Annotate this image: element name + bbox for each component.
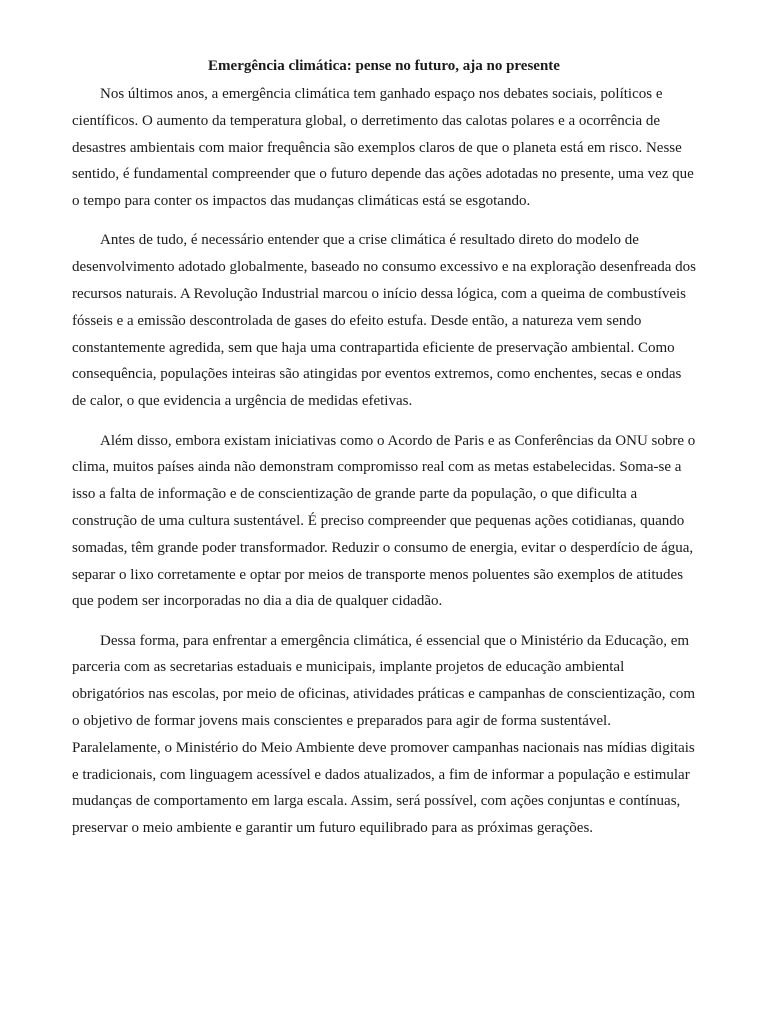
paragraph-1: Nos últimos anos, a emergência climática tem ganhado espaço nos debates sociais, políticos e científicos. O aumento da temperatura global, o derretimento das calotas polares e a ocorrência de desastres ambientais com maior frequência são exemplos claros de que o planeta está em risco. Nesse sentido, é fundamental compreender que o futuro depende das ações adotadas no presente, uma vez que o tempo para conter os impactos das mudanças climáticas está se esgotando. [72, 86, 694, 210]
paragraph-4: Dessa forma, para enfrentar a emergência climática, é essencial que o Ministério da Educação, em parceria com as secretarias estaduais e municipais, implante projetos de educação ambiental obrigatórios nas escolas, por meio de oficinas, atividades práticas e campanhas de conscientização, com o objetivo de formar jovens mais conscientes e preparados para agir de forma sustentável. Paralelamente, o Ministério do Meio Ambiente deve promover campanhas nacionais nas mídias digitais e tradicionais, com linguagem acessível e dados atualizados, a fim de informar a população e estimular mudanças de comportamento em larga escala. Assim, será possível, com ações conjuntas e contínuas, preservar o meio ambiente e garantir um futuro equilibrado para as próximas gerações. [72, 632, 696, 837]
paragraph-3: Além disso, embora existam iniciativas como o Acordo de Paris e as Conferências da ONU sobre o clima, muitos países ainda não demonstram compromisso real com as metas estabelecidas. Soma-se a isso a falta de informação e de conscientização de grande parte da população, o que dificulta a construção de uma cultura sustentável. É preciso compreender que pequenas ações cotidianas, quando somadas, têm grande poder transformador. Reduzir o consumo de energia, evitar o desperdício de água, separar o lixo corretamente e optar por meios de transporte menos poluentes são exemplos de atitudes que podem ser incorporadas no dia a dia de qualquer cidadão. [72, 432, 696, 610]
document-title: Emergência climática: pense no futuro, aja no presente [208, 58, 560, 74]
paragraph-2: Antes de tudo, é necessário entender que a crise climática é resultado direto do modelo de desenvolvimento adotado globalmente, baseado no consumo excessivo e na exploração desenfreada dos recursos naturais. A Revolução Industrial marcou o início dessa lógica, com a queima de combustíveis fósseis e a emissão descontrolada de gases do efeito estufa. Desde então, a natureza vem sendo constantemente agredida, sem que haja uma contrapartida eficiente de preservação ambiental. Como consequência, populações inteiras são atingidas por eventos extremos, como enchentes, secas e ondas de calor, o que evidencia a urgência de medidas efetivas. [72, 232, 696, 410]
